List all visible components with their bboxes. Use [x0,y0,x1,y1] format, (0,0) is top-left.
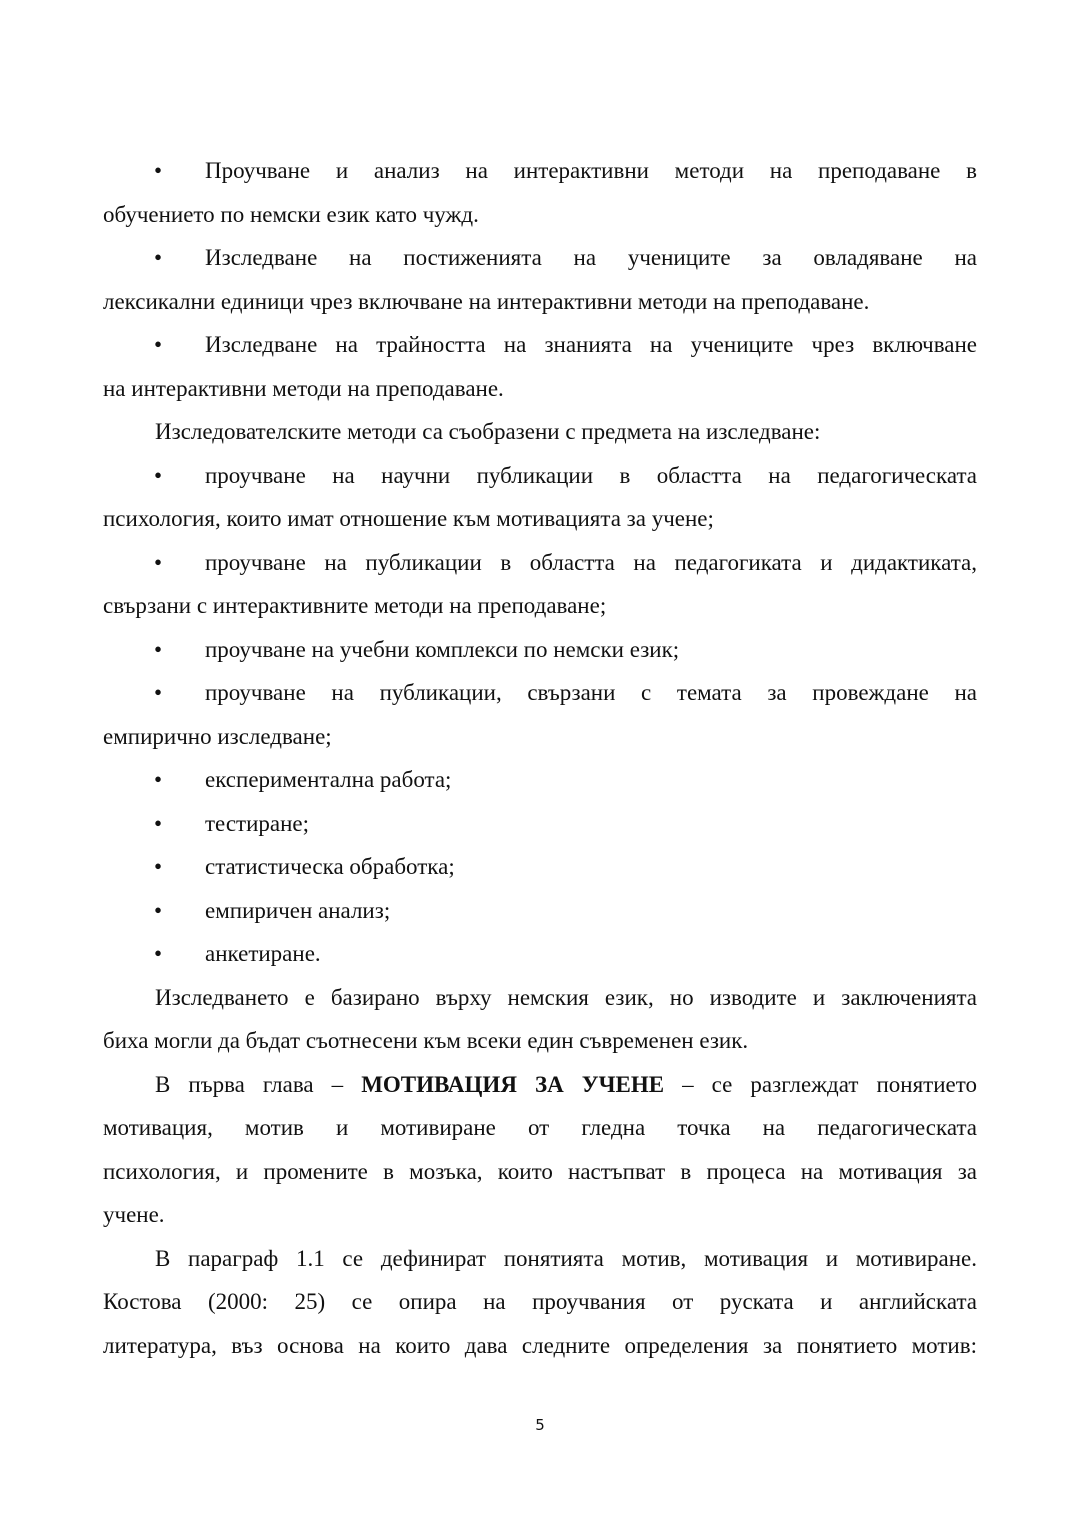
bullet-text: Проучване и анализ на интерактивни методи на преподаване в [205,158,977,183]
bullet-text: статистическа обработка; [205,854,455,879]
paragraph-line: мотивация, мотив и мотивиране от гледна точка на педагогическата [103,1115,977,1140]
paragraph-first-line: В параграф 1.1 се дефинират понятията мотив, мотивация и мотивиране. [155,1245,977,1271]
bullet-marker: • [154,636,163,662]
paragraph-line: обучението по немски език като чужд. [103,201,479,227]
bullet-text: Изследване на трайността на знанията на учениците чрез включване [205,332,977,357]
bullet-text: експериментална работа; [205,767,452,792]
bullet-item-line [103,149,977,193]
paragraph-first-line: Изследователските методи са съобразени с предмета на изследване: [155,419,821,444]
bullet-item-line [103,845,977,889]
bullet-marker: • [154,549,163,575]
paragraph-first-line [103,1063,977,1107]
bullet-item-line [103,758,977,802]
bullet-text: проучване на научни публикации в областта на педагогическата [205,462,977,488]
bullet-marker: • [154,332,163,357]
bullet-item-line [103,541,977,585]
paragraph-line: свързани с интерактивните методи на преподаване; [103,593,607,618]
bullet-marker: • [154,245,163,270]
bullet-item-line [103,454,977,498]
bullet-text: проучване на публикации, свързани с темата за провеждане на [205,680,977,705]
page-number: 5 [535,1416,545,1434]
bullet-item-line [103,671,977,715]
bullet-text: проучване на публикации в областта на педагогиката и дидактиката, [205,549,977,575]
paragraph-line: литература, въз основа на които дава следните определения за понятието мотив: [103,1332,977,1358]
bullet-text: емпиричен анализ; [205,897,391,923]
paragraph-first-line: Изследването е базирано върху немския език, но изводите и заключенията [155,984,977,1010]
paragraph-line: учене. [103,1202,165,1227]
bullet-marker: • [154,854,163,879]
bullet-marker: • [154,810,163,836]
paragraph-line: биха могли да бъдат съотнесени към всеки един съвременен език. [103,1028,749,1053]
bullet-marker: • [154,941,163,966]
bullet-item-line [103,889,977,933]
paragraph-line: психология, и промените в мозъка, които настъпват в процеса на мотивация за [103,1158,977,1184]
bullet-text: анкетиране. [205,941,321,966]
paragraph-line: психология, които имат отношение към мотивацията за учене; [103,506,714,531]
chapter-title-bold: МОТИВАЦИЯ ЗА УЧЕНЕ [361,1071,665,1097]
paragraph-line: Костова (2000: 25) се опира на проучвания от руската и английската [103,1289,977,1314]
text-run: В първа глава – [155,1071,362,1097]
bullet-marker: • [154,158,163,183]
page-body-text [103,149,977,1367]
paragraph-line: на интерактивни методи на преподаване. [103,375,504,401]
bullet-marker: • [154,897,163,923]
bullet-text: тестиране; [205,810,310,836]
bullet-item-line [103,323,977,367]
bullet-text: Изследване на постиженията на учениците за овладяване на [205,245,977,270]
bullet-item-line [103,932,977,976]
bullet-text: проучване на учебни комплекси по немски език; [205,636,680,662]
bullet-marker: • [154,767,163,792]
bullet-marker: • [154,462,163,488]
text-run: – се разглеждат понятието [664,1071,977,1097]
bullet-item-line [103,802,977,846]
paragraph-line: лексикални единици чрез включване на интерактивни методи на преподаване. [103,288,870,314]
bullet-item-line [103,236,977,280]
bullet-item-line [103,628,977,672]
paragraph-line: емпирично изследване; [103,723,332,749]
bullet-marker: • [154,680,163,705]
